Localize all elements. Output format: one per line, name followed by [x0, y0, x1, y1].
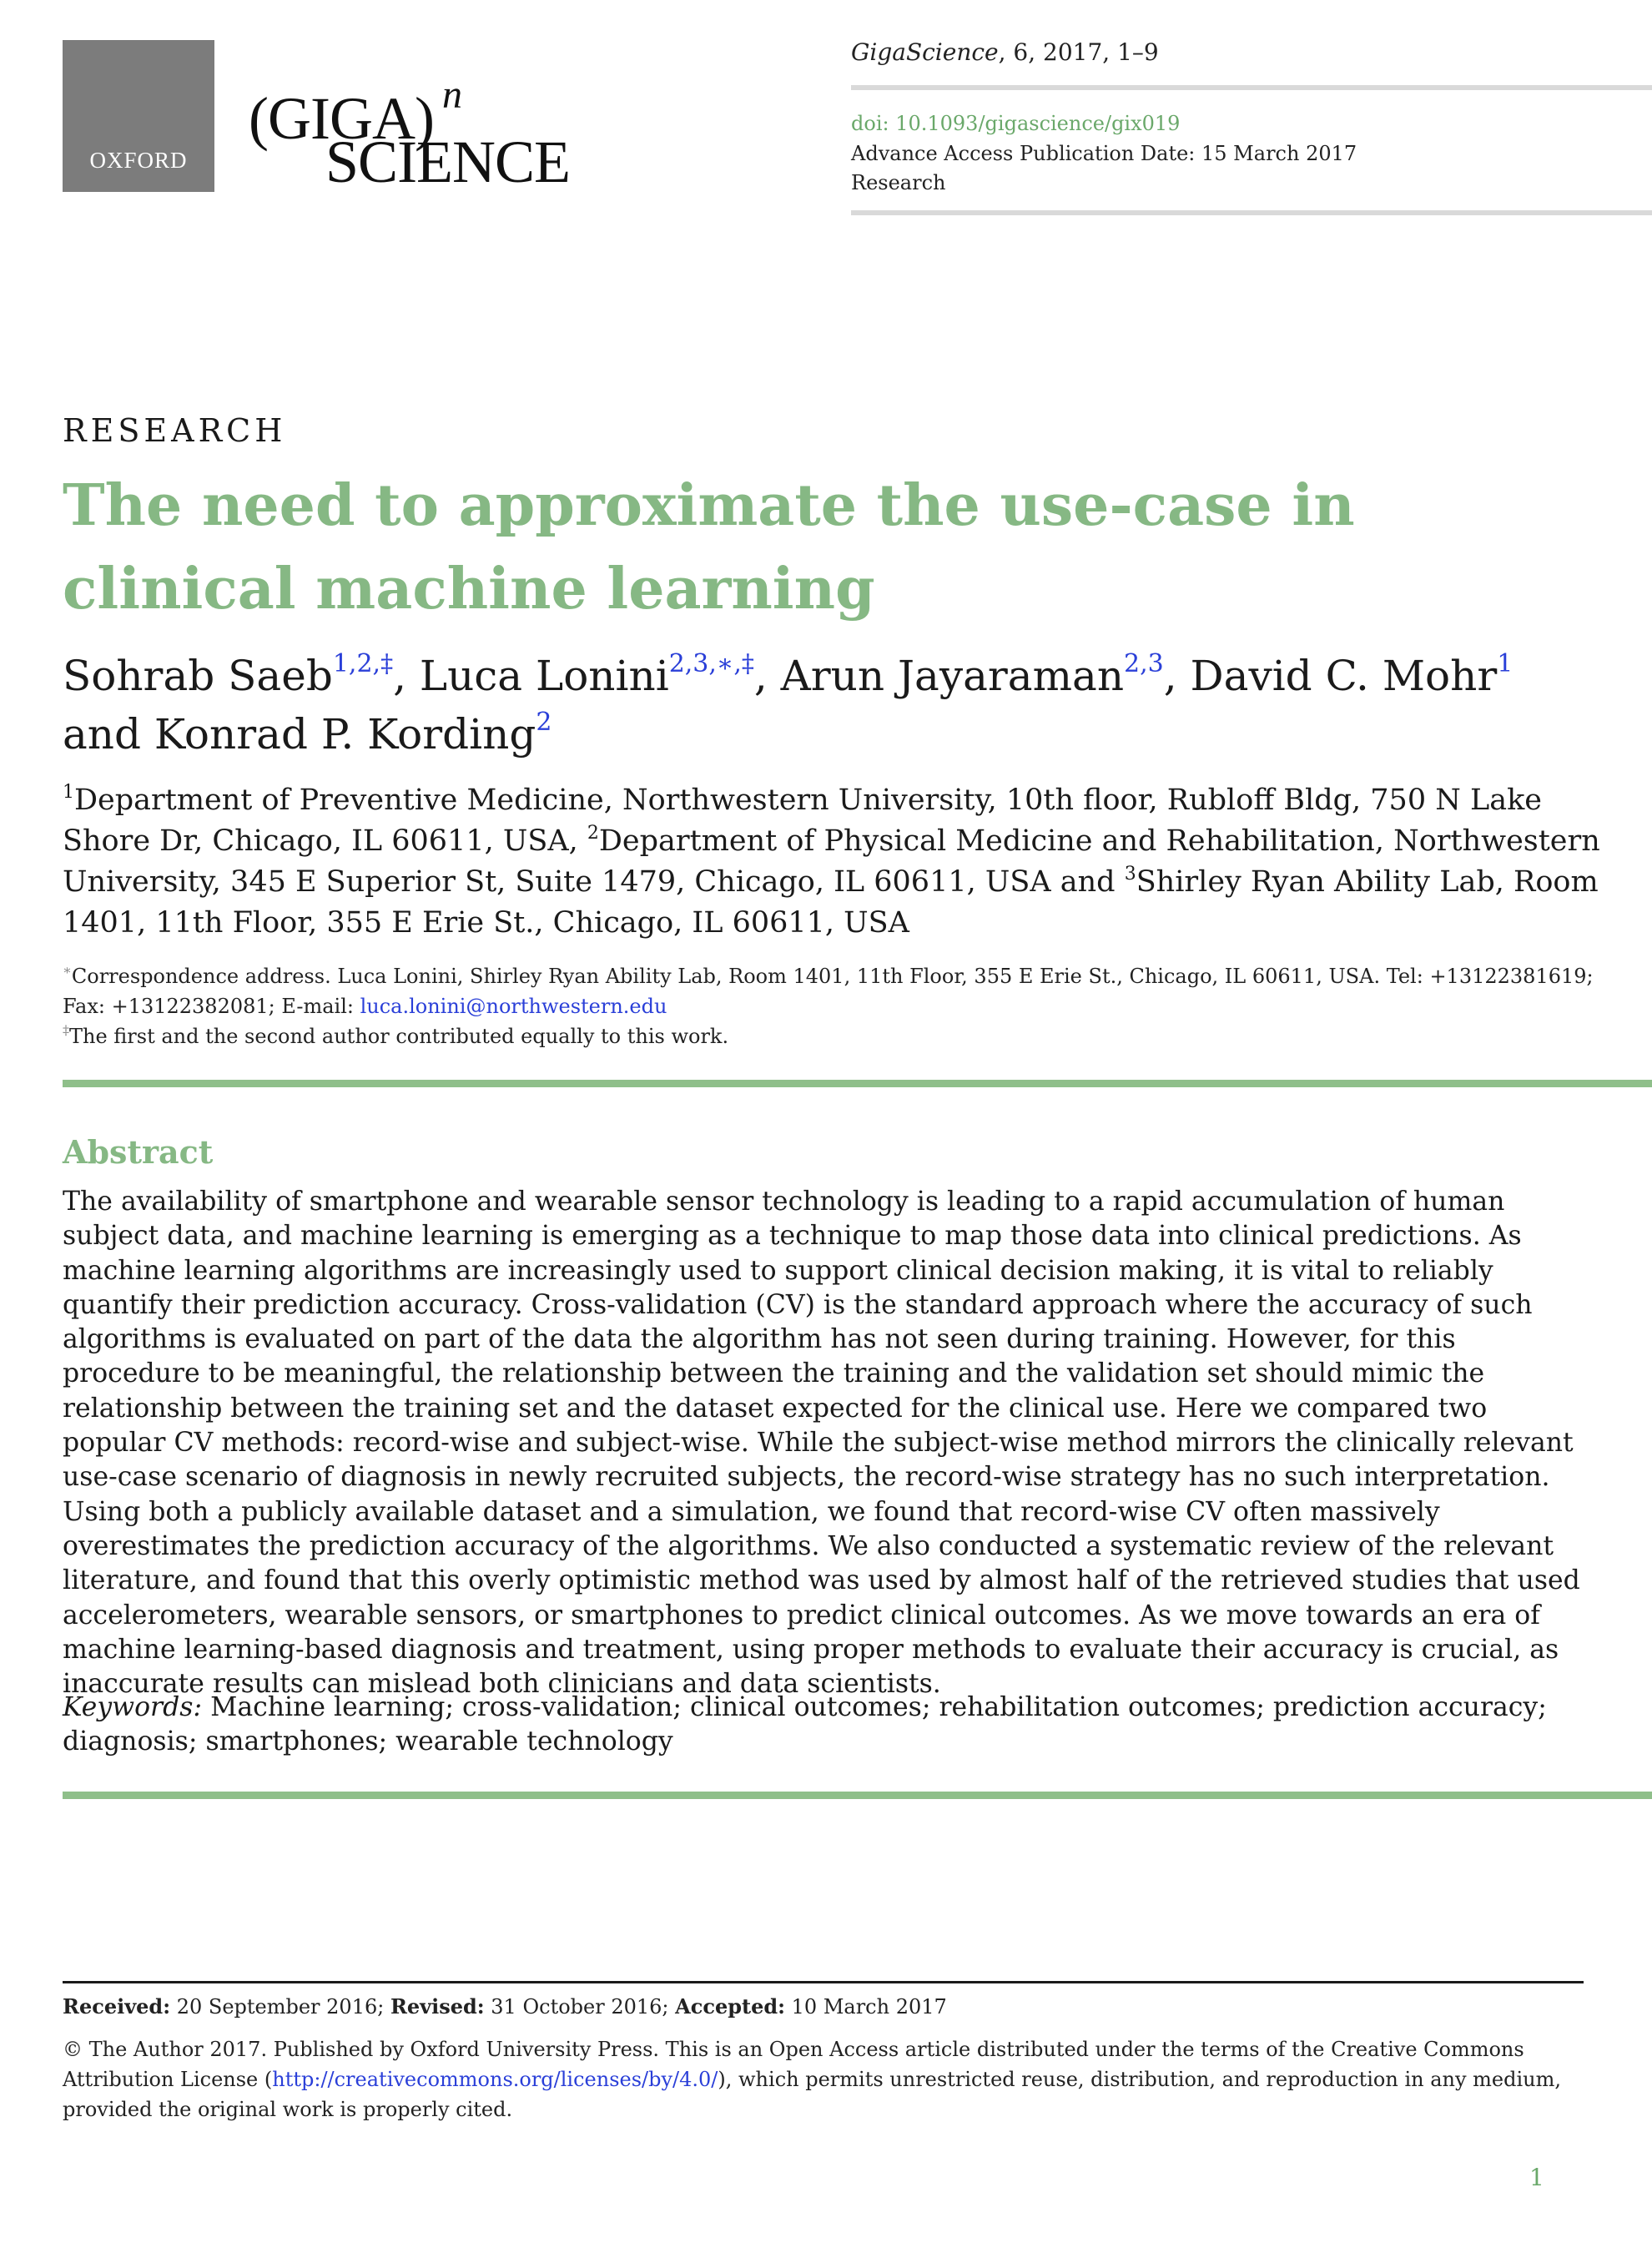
license-statement: [63, 2034, 1589, 2124]
revised-date: 31 October 2016;: [484, 1995, 676, 2019]
abstract-heading: Abstract: [63, 1133, 214, 1171]
author-separator: ,: [393, 652, 420, 700]
abstract-top-rule: [63, 1080, 1652, 1087]
section-label: RESEARCH: [63, 412, 287, 449]
abstract-bottom-rule: [63, 1792, 1652, 1799]
author-affiliation-marks[interactable]: 2,3,∗,‡: [668, 649, 754, 678]
author-name: Sohrab Saeb: [63, 652, 333, 700]
received-label: Received:: [63, 1994, 171, 2019]
giga-logo-line2: SCIENCE: [325, 129, 571, 195]
author-affiliation-marks[interactable]: 1,2,‡: [332, 649, 394, 678]
affiliation-text: Shirley Ryan Ability Lab, Room 1401, 11th Floor, 355 E Erie St., Chicago, IL 60611, USA: [63, 865, 1599, 940]
received-date: 20 September 2016;: [170, 1995, 390, 2019]
author-notes: [63, 961, 1606, 1051]
author-separator: ,: [753, 652, 781, 700]
journal-name: GigaScience: [851, 38, 999, 66]
author-separator: ,: [1163, 652, 1191, 700]
header-divider-bottom: [851, 210, 1652, 215]
header-divider: [851, 85, 1652, 90]
oxford-logo-text: OXFORD: [89, 148, 188, 173]
affiliation-text: Department of Physical Medicine and Rehabilitation, Northwestern University, 345 E Superior St, Suite 1479, Chicago, IL 60611, USA and: [63, 824, 1600, 899]
author-affiliation-marks[interactable]: 1: [1497, 649, 1513, 678]
doi-link[interactable]: doi: 10.1093/gigascience/gix019: [851, 112, 1181, 135]
correspondence-mark: ∗: [63, 962, 72, 978]
license-link[interactable]: http://creativecommons.org/licenses/by/4.0/: [272, 2068, 718, 2091]
author-list: [63, 647, 1606, 764]
author-separator: and: [63, 710, 154, 759]
accepted-label: Accepted:: [675, 1994, 786, 2019]
author-name: David C. Mohr: [1190, 652, 1498, 700]
article-title: The need to approximate the use-case in clinical machine learning: [63, 472, 1355, 622]
keywords: [63, 1691, 1589, 1760]
revised-label: Revised:: [390, 1994, 485, 2019]
keywords-label: Keywords:: [63, 1692, 203, 1722]
author-name: Arun Jayaraman: [780, 652, 1125, 700]
article-type: Research: [851, 171, 946, 194]
accepted-date: 10 March 2017: [785, 1995, 947, 2019]
author-name: Konrad P. Kording: [154, 710, 536, 759]
giga-logo-line1: (GIGA): [249, 85, 434, 152]
affiliation-text: Department of Preventive Medicine, Northwestern University, 10th floor, Rubloff Bldg, 750 N Lake Shore Dr, Chicago, IL 60611, USA,: [63, 784, 1542, 858]
journal-volume: , 6, 2017, 1–9: [998, 38, 1159, 66]
correspondence-text: Correspondence address. Luca Lonini, Shirley Ryan Ability Lab, Room 1401, 11th Floor, 355 E Erie St., Chicago, IL 60611, USA. Tel: +13122381619; Fax: +13122382081; E-mail:: [63, 965, 1594, 1018]
affiliation-mark: 3: [1124, 864, 1136, 885]
journal-citation: [851, 38, 1159, 66]
giga-logo-superscript: n: [442, 73, 462, 117]
abstract-text: The availability of smartphone and wearable sensor technology is leading to a rapid accumulation of human subject data, and machine learning is emerging as a technique to map those data into clinical predictions. As machine learning algorithms are increasingly used to support clinical decision making, it is vital to reliably quantify their prediction accuracy. Cross-validation (CV) is the standard approach where the accuracy of such algorithms is evaluated on part of the data the algorithm has not seen during training. However, for this procedure to be meaningful, the relationship between the training and the validation set should mimic the relationship between the training set and the dataset expected for the clinical use. Here we compared two popular CV methods: record-wise and subject-wise. While the subject-wise method mirrors the clinically relevant use-case scenario of diagnosis in newly recruited subjects, the record-wise strategy has no such interpretation. Using both a publicly available dataset and a simulation, we found that record-wise CV often massively overestimates the prediction accuracy of the algorithms. We also conducted a systematic review of the relevant literature, and found that this overly optimistic method was used by almost half of the retrieved studies that used accelerometers, wearable sensors, or smartphones to predict clinical outcomes. As we move towards an era of machine learning-based diagnosis and treatment, using proper methods to evaluate their accuracy is crucial, as inaccurate results can mislead both clinicians and data scientists.: [63, 1187, 1580, 1700]
access-date: Advance Access Publication Date: 15 March 2017: [851, 142, 1357, 165]
footer-divider: [63, 1981, 1584, 1983]
oxford-university-press-logo: [63, 40, 214, 192]
keywords-text: Machine learning; cross-validation; clinical outcomes; rehabilitation outcomes; prediction accuracy; diagnosis; smartphones; wearable technology: [63, 1692, 1547, 1757]
submission-dates: [63, 1994, 947, 2019]
affiliations: [63, 780, 1606, 944]
license-text-end: ), which permits unrestricted reuse, distribution, and reproduction in any medium, provided the original work is properly cited.: [63, 2068, 1562, 2121]
page-number: 1: [1529, 2164, 1544, 2191]
gigascience-logo: [249, 73, 571, 202]
author-name: Luca Lonini: [419, 652, 669, 700]
license-text: © The Author 2017. Published by Oxford University Press. This is an Open Access article distributed under the terms of the Creative Commons Attribution License (: [63, 2038, 1524, 2091]
email-link[interactable]: luca.lonini@northwestern.edu: [360, 995, 667, 1018]
author-affiliation-marks[interactable]: 2: [536, 708, 552, 737]
equal-contribution-mark: ‡: [63, 1022, 69, 1038]
equal-contribution-text: The first and the second author contributed equally to this work.: [69, 1025, 729, 1048]
author-affiliation-marks[interactable]: 2,3: [1124, 649, 1164, 678]
affiliation-mark: 1: [63, 782, 74, 803]
affiliation-mark: 2: [587, 823, 599, 844]
